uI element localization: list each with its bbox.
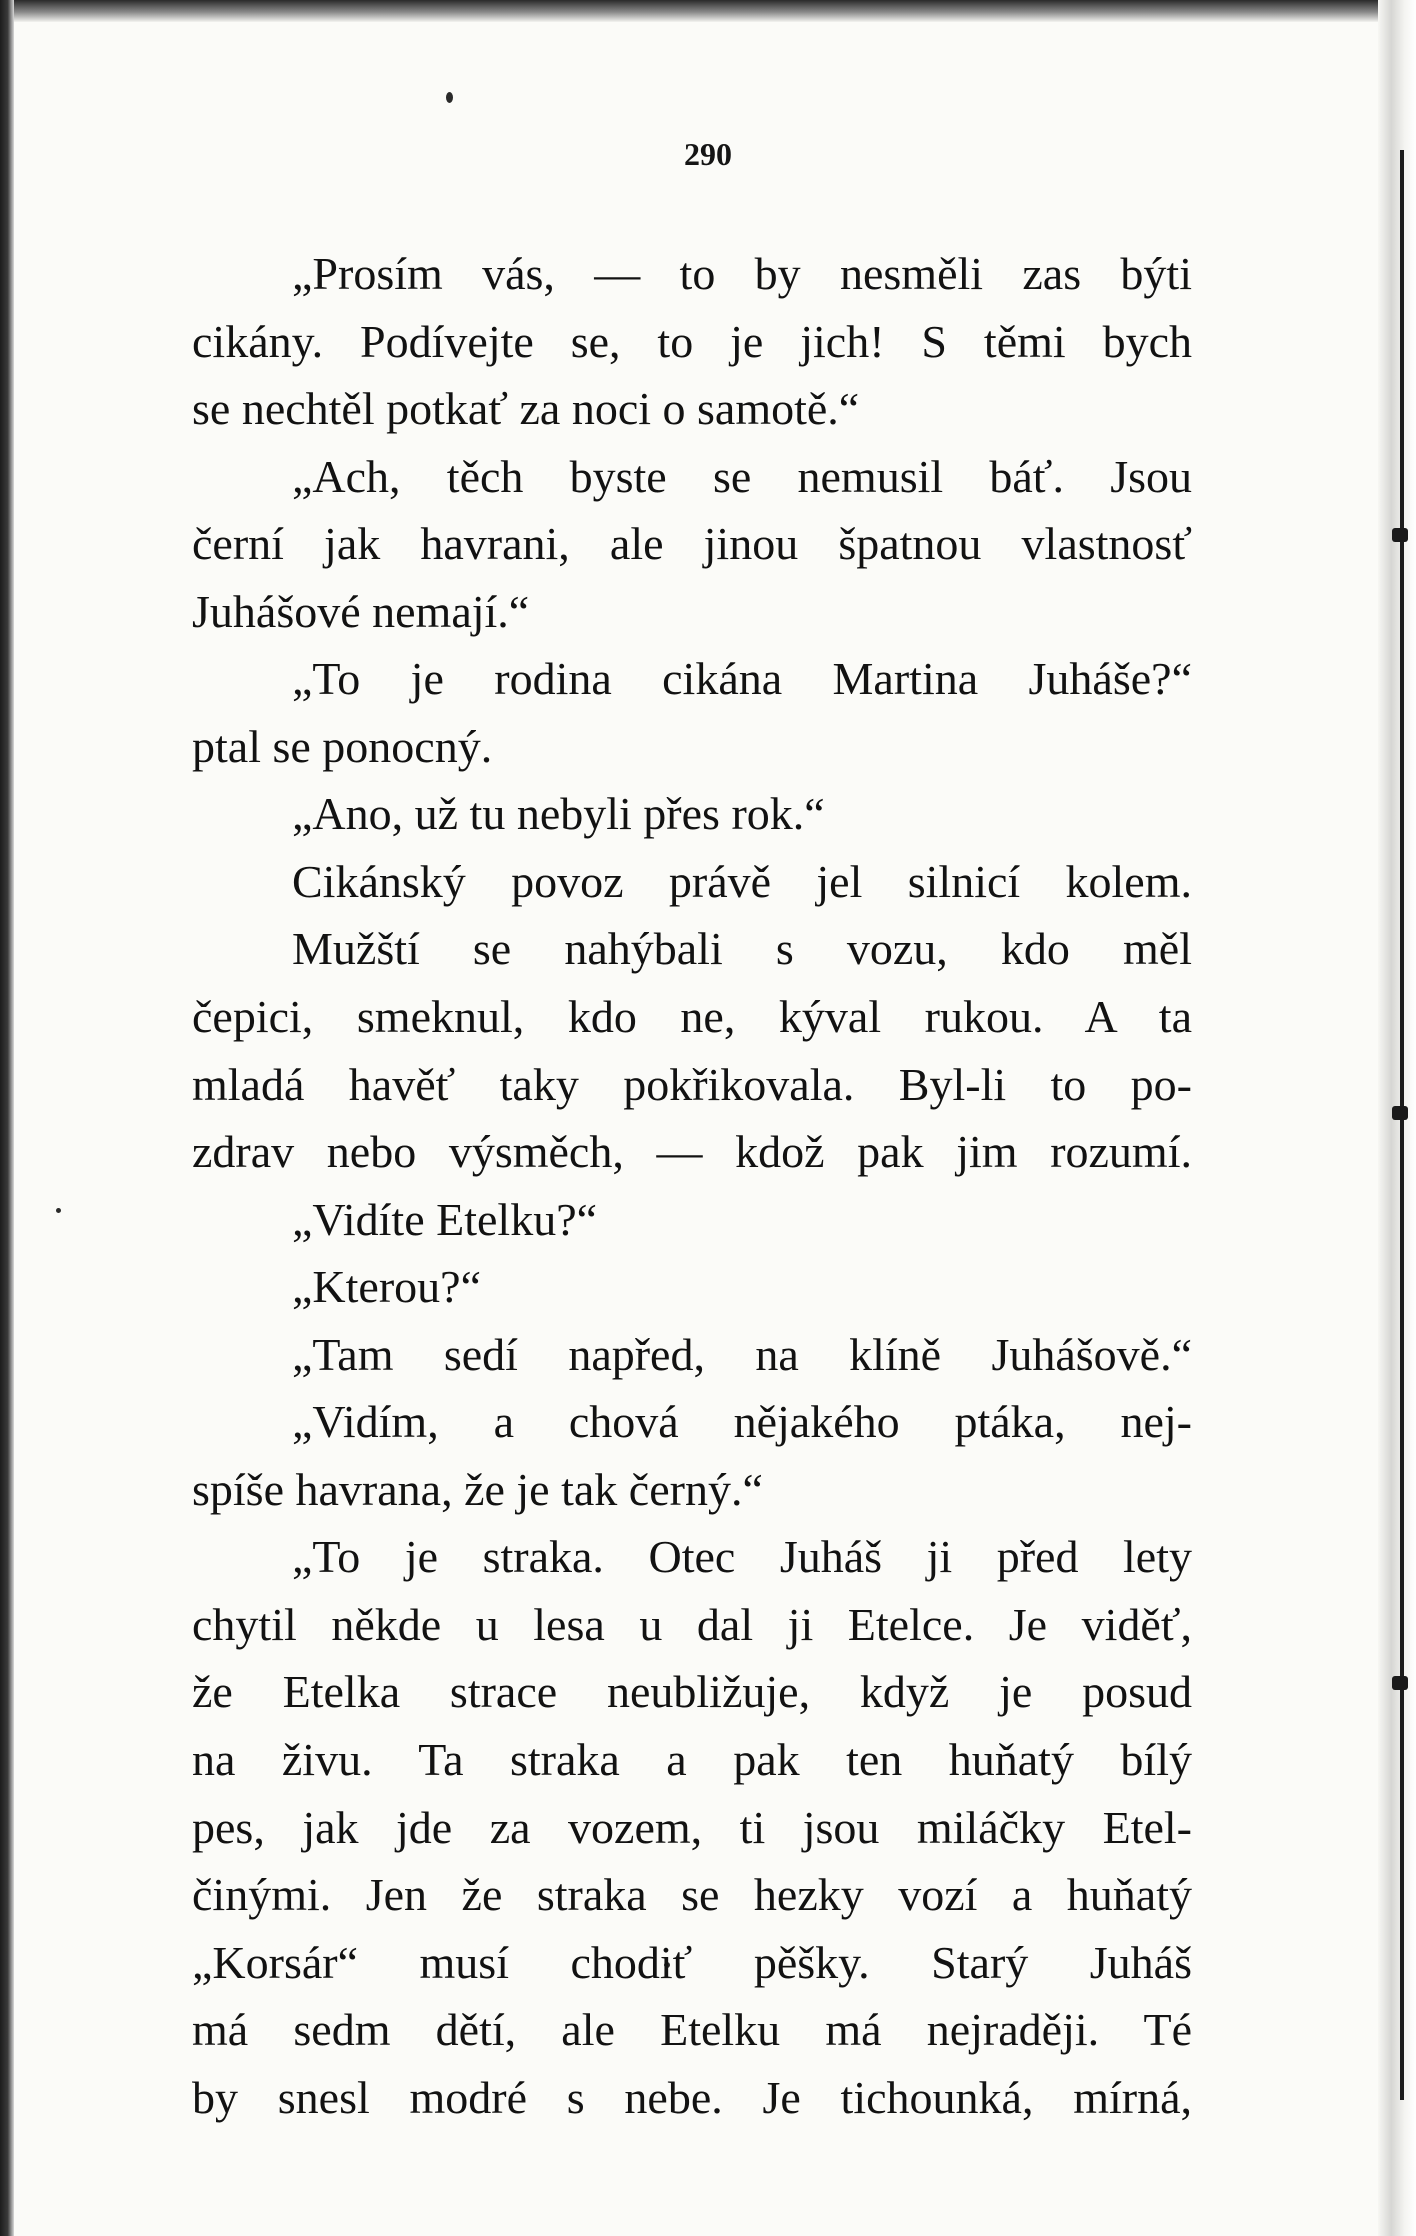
text-line: Mužští se nahýbali s vozu, kdo měl xyxy=(292,923,1192,975)
text-line: má sedm dětí, ale Etelku má nejraději. Té xyxy=(192,2004,1192,2056)
text-line: „Vidím, a chová nějakého ptáka, nej- xyxy=(292,1396,1192,1448)
text-line: pes, jak jde za vozem, ti jsou miláčky Etel- xyxy=(192,1801,1192,1853)
text-line: „Korsár“ musí chodiť pěšky. Starý Juháš xyxy=(192,1936,1192,1988)
binding-mark xyxy=(1392,1676,1408,1690)
text-line: „Ano, už tu nebyli přes rok.“ xyxy=(292,788,825,840)
text-line: spíše havrana, že je tak černý.“ xyxy=(192,1463,763,1515)
text-line: ptal se ponocný. xyxy=(192,720,493,772)
page-number: 290 xyxy=(684,136,732,172)
scan-binding-rule xyxy=(1400,150,1404,2100)
text-line: by snesl modré s nebe. Je tichounká, mírná, xyxy=(192,2071,1192,2123)
text-line: „Kterou?“ xyxy=(292,1261,481,1313)
text-line: zdrav nebo výsměch, — kdož pak jim rozumí. xyxy=(192,1126,1192,1178)
text-line: činými. Jen že straka se hezky vozí a huňatý xyxy=(192,1869,1192,1921)
text-line: „To je straka. Otec Juháš ji před lety xyxy=(292,1531,1192,1583)
text-line: chytil někde u lesa u dal ji Etelce. Je viděť, xyxy=(192,1598,1192,1650)
scan-speck xyxy=(56,1208,61,1213)
text-line: čepici, smeknul, kdo ne, kýval rukou. A ta xyxy=(192,991,1192,1043)
scan-left-edge xyxy=(0,0,14,2236)
text-line: „Prosím vás, — to by nesměli zas býti xyxy=(292,248,1192,299)
body-text xyxy=(192,240,1192,2131)
text-line: že Etelka strace neubližuje, když je posud xyxy=(192,1666,1192,1718)
text-line: mladá havěť taky pokřikovala. Byl-li to po- xyxy=(192,1058,1192,1110)
text-line: Juhášové nemají.“ xyxy=(192,585,530,637)
text-line: černí jak havrani, ale jinou špatnou vlastnosť xyxy=(192,518,1192,570)
text-line: „Tam sedí napřed, na klíně Juhášově.“ xyxy=(292,1328,1192,1380)
text-line: „Vidíte Etelku?“ xyxy=(292,1193,598,1245)
scan-top-edge xyxy=(0,0,1416,22)
binding-mark xyxy=(1392,1106,1408,1120)
binding-mark xyxy=(1392,528,1408,542)
text-line: „To je rodina cikána Martina Juháše?“ xyxy=(292,653,1192,705)
text-line: cikány. Podívejte se, to je jich! S těmi bych xyxy=(192,315,1192,367)
text-line: na živu. Ta straka a pak ten huňatý bílý xyxy=(192,1734,1192,1786)
text-line: Cikánský povoz právě jel silnicí kolem. xyxy=(292,855,1192,907)
scan-speck xyxy=(446,92,453,103)
text-line: se nechtěl potkať za noci o samotě.“ xyxy=(192,383,860,435)
text-line: „Ach, těch byste se nemusil báť. Jsou xyxy=(292,450,1192,502)
